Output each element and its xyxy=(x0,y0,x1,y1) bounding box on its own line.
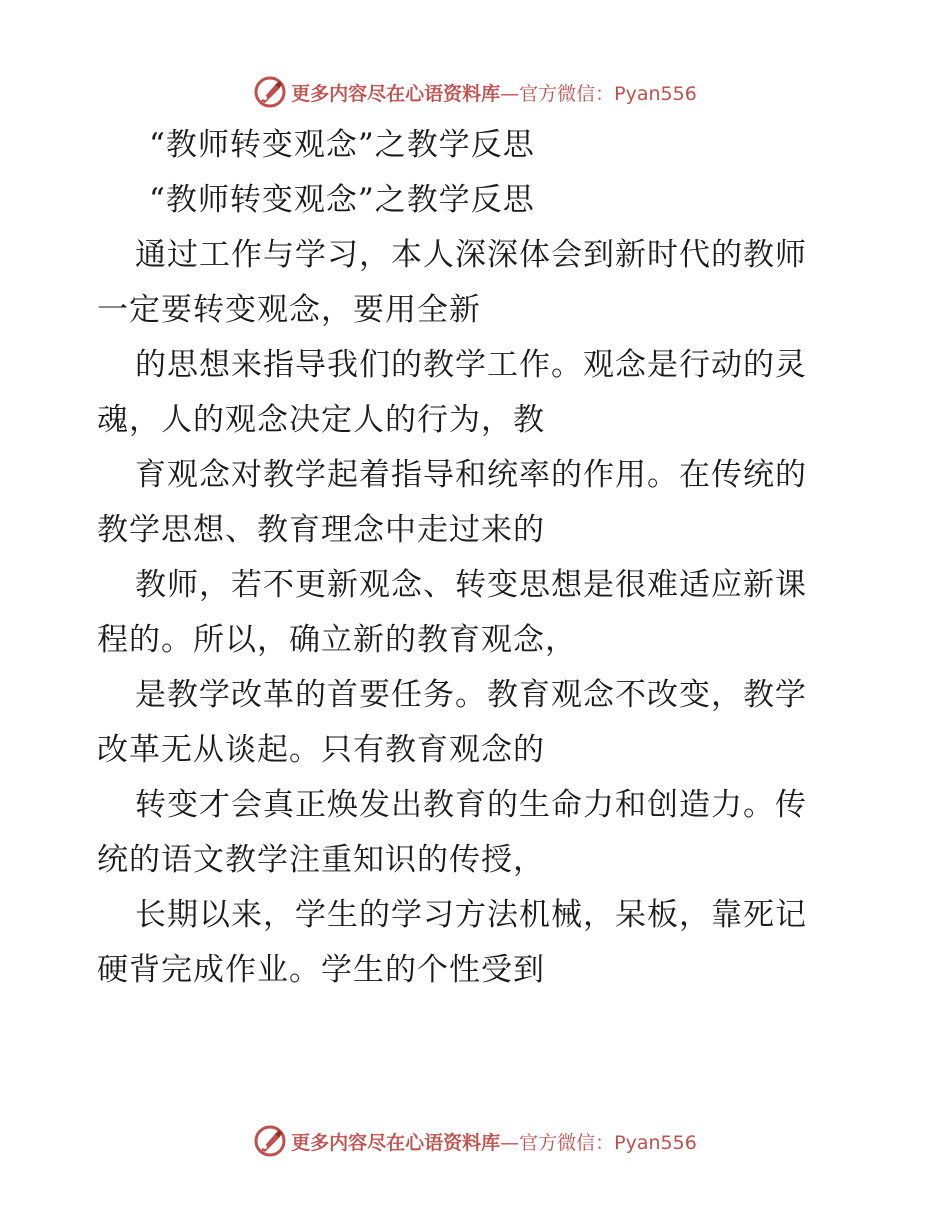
paragraph-line: 魂，人的观念决定人的行为，教 xyxy=(97,402,545,438)
paragraph-line: 教学思想、教育理念中走过来的 xyxy=(97,512,545,548)
paragraph-line: 改革无从谈起。只有教育观念的 xyxy=(97,732,545,768)
paragraph-line: 的思想来指导我们的教学工作。观念是行动的灵 xyxy=(135,347,807,383)
banner-sub-text: —官方微信：Pyan556 xyxy=(500,82,697,105)
banner-main-text: 更多内容尽在心语资料库 xyxy=(291,1131,501,1154)
paragraph-line: 转变才会真正焕发出教育的生命力和创造力。传 xyxy=(135,787,807,823)
paragraph-line: 硬背完成作业。学生的个性受到 xyxy=(97,952,545,988)
doc-title-repeat: “教师转变观念”之教学反思 xyxy=(149,182,535,218)
paragraph-line: 长期以来，学生的学习方法机械，呆板，靠死记 xyxy=(135,897,807,933)
pen-logo-icon xyxy=(253,1124,287,1158)
paragraph-line: 程的。所以，确立新的教育观念， xyxy=(97,622,577,658)
header-banner xyxy=(0,72,950,112)
footer-banner xyxy=(0,1121,950,1161)
pen-logo-icon xyxy=(253,75,287,109)
paragraph-line: 统的语文教学注重知识的传授， xyxy=(97,842,545,878)
document-body xyxy=(97,118,853,998)
paragraph-line: 是教学改革的首要任务。教育观念不改变，教学 xyxy=(135,677,807,713)
paragraph-line: 育观念对教学起着指导和统率的作用。在传统的 xyxy=(135,457,807,493)
paragraph-line: 一定要转变观念，要用全新 xyxy=(97,292,481,328)
paragraph-line: 教师，若不更新观念、转变思想是很难适应新课 xyxy=(135,567,807,603)
banner-main-text: 更多内容尽在心语资料库 xyxy=(291,82,501,105)
doc-title: “教师转变观念”之教学反思 xyxy=(149,127,535,163)
banner-sub-text: —官方微信：Pyan556 xyxy=(500,1131,697,1154)
paragraph-line: 通过工作与学习，本人深深体会到新时代的教师 xyxy=(135,237,807,273)
